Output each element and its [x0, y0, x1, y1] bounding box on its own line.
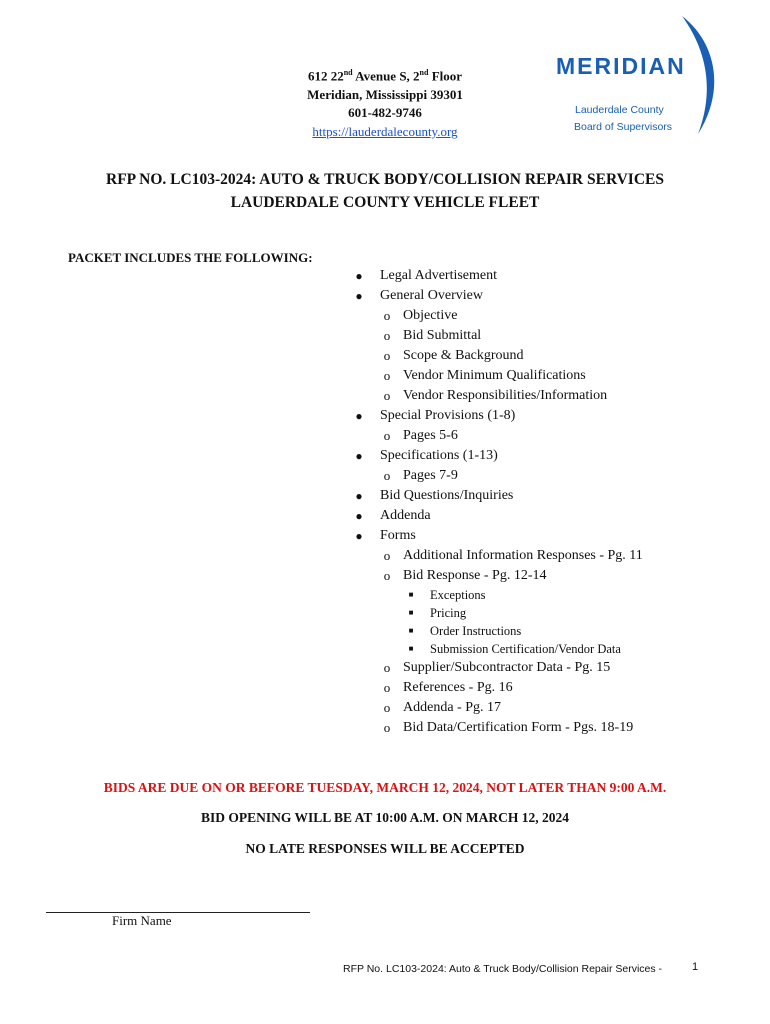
firm-name-line — [46, 912, 310, 913]
bullet-icon: ■ — [408, 626, 414, 635]
packet-heading: PACKET INCLUDES THE FOLLOWING: — [68, 250, 313, 265]
bullet-icon: ● — [355, 269, 363, 283]
list-item-text: Vendor Responsibilities/Information — [403, 388, 608, 403]
title-line-1: RFP NO. LC103-2024: AUTO & TRUCK BODY/COLLISION REPAIR SERVICES — [106, 171, 664, 188]
bullet-icon: o — [383, 680, 391, 695]
website-link[interactable]: https://lauderdalecounty.org — [312, 123, 458, 139]
bullet-icon: ● — [355, 509, 363, 523]
logo-sub-county: Lauderdale County — [575, 104, 664, 116]
list-item-text: Bid Submittal — [403, 328, 482, 343]
bullet-icon: o — [383, 348, 391, 363]
firm-name-label: Firm Name — [112, 913, 172, 928]
address-line-1 — [250, 64, 520, 86]
list-item-text: Additional Information Responses - Pg. 11 — [403, 548, 643, 563]
bullet-icon: o — [383, 328, 391, 343]
list-item-text: Objective — [403, 308, 458, 323]
list-item-text: Bid Data/Certification Form - Pgs. 18-19 — [403, 720, 634, 735]
list-item-text: Bid Questions/Inquiries — [380, 488, 514, 503]
phone-number: 601-482-9746 — [348, 105, 422, 121]
bullet-icon: o — [383, 308, 391, 323]
bullet-icon: ■ — [408, 644, 414, 653]
list-item-text: References - Pg. 16 — [403, 680, 513, 695]
list-item-text: Bid Response - Pg. 12-14 — [403, 568, 547, 583]
bullet-icon: ● — [355, 409, 363, 423]
bullet-icon: o — [383, 660, 391, 675]
footer-text: RFP No. LC103-2024: Auto & Truck Body/Collision Repair Services - — [343, 963, 663, 975]
list-item-text: Vendor Minimum Qualifications — [403, 368, 586, 383]
list-item-text: Order Instructions — [430, 624, 522, 638]
due-date-notice: BIDS ARE DUE ON OR BEFORE TUESDAY, MARCH 12, 2024, NOT LATER THAN 9:00 A.M. — [103, 780, 667, 795]
bullet-icon: ● — [355, 489, 363, 503]
bullet-icon: o — [383, 368, 391, 383]
document-title — [40, 168, 730, 214]
address-street-number: 612 22 — [307, 68, 344, 84]
list-item-text: Addenda — [380, 508, 431, 523]
list-item-text: Addenda - Pg. 17 — [403, 700, 501, 715]
bullet-icon: o — [383, 568, 391, 583]
list-item-text: Forms — [380, 528, 416, 543]
address-street: Avenue S, 2 — [352, 68, 420, 84]
list-item-text: Pages 5-6 — [403, 428, 458, 443]
address-floor: Floor — [428, 68, 463, 84]
bullet-icon: o — [383, 548, 391, 563]
list-item-text: Pages 7-9 — [403, 468, 458, 483]
logo-swoosh-icon — [682, 16, 714, 134]
list-item-text: Submission Certification/Vendor Data — [430, 642, 621, 656]
list-item-text: Exceptions — [430, 588, 486, 602]
bullet-icon: ■ — [408, 608, 414, 617]
bullet-icon: o — [383, 468, 391, 483]
ordinal-suffix: nd — [343, 68, 353, 77]
logo-sub-board: Board of Supervisors — [574, 121, 673, 133]
bullet-icon: o — [383, 700, 391, 715]
address-block — [250, 64, 520, 141]
list-item-text: Pricing — [430, 606, 467, 620]
list-item-text: Supplier/Subcontractor Data - Pg. 15 — [403, 660, 611, 675]
list-item-text: Legal Advertisement — [380, 268, 498, 283]
bullet-icon: o — [383, 720, 391, 735]
title-line-2: LAUDERDALE COUNTY VEHICLE FLEET — [230, 194, 540, 211]
list-item-text: Scope & Background — [403, 348, 524, 363]
meridian-logo — [548, 12, 738, 138]
bid-opening-notice: BID OPENING WILL BE AT 10:00 A.M. ON MARCH 12, 2024 — [201, 810, 569, 825]
list-item-text: Specifications (1-13) — [380, 448, 498, 463]
late-response-notice: NO LATE RESPONSES WILL BE ACCEPTED — [245, 841, 525, 856]
bullet-icon: ● — [355, 449, 363, 463]
bullet-icon: o — [383, 388, 391, 403]
bullet-icon: ■ — [408, 590, 414, 599]
bullet-icon: o — [383, 428, 391, 443]
list-item-text: Special Provisions (1-8) — [380, 408, 516, 423]
list-item-text: General Overview — [380, 288, 484, 303]
ordinal-suffix: nd — [419, 68, 429, 77]
bullet-icon: ● — [355, 529, 363, 543]
address-line-2: Meridian, Mississippi 39301 — [307, 86, 463, 102]
logo-name: MERIDIAN — [556, 53, 686, 79]
page-number: 1 — [692, 961, 699, 973]
bullet-icon: ● — [355, 289, 363, 303]
